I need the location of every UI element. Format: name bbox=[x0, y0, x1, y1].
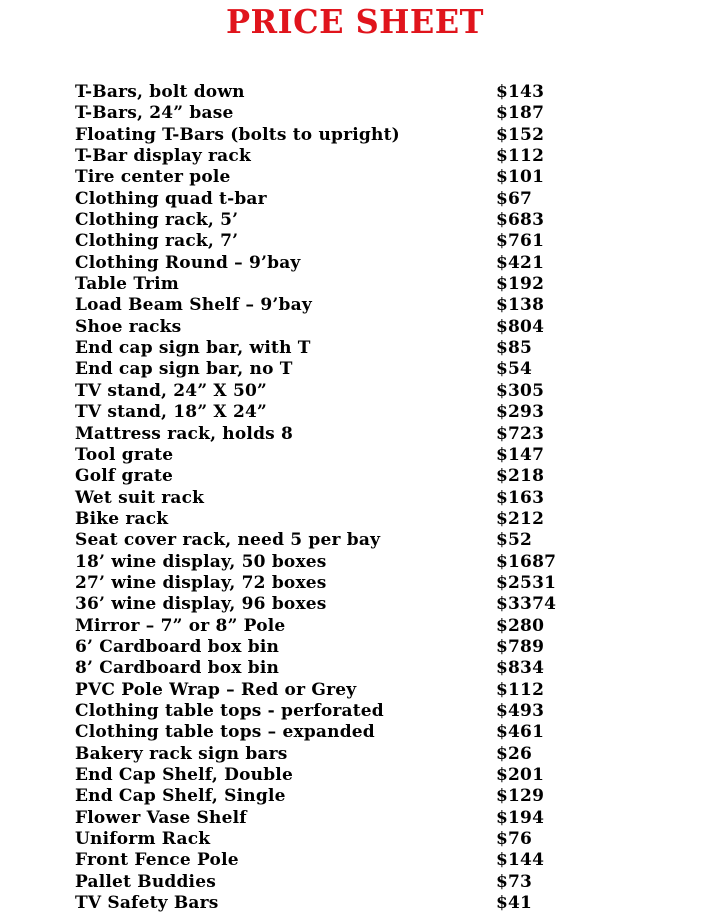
item-price: $493 bbox=[496, 700, 545, 721]
item-name: PVC Pole Wrap – Red or Grey bbox=[75, 679, 357, 700]
price-row bbox=[75, 594, 635, 615]
item-name: 6’ Cardboard box bin bbox=[75, 636, 280, 657]
price-row bbox=[75, 359, 635, 380]
item-name: Wet suit rack bbox=[75, 487, 205, 508]
price-row bbox=[75, 637, 635, 658]
item-price: $683 bbox=[496, 210, 545, 231]
price-row bbox=[75, 146, 635, 167]
item-price: $201 bbox=[496, 765, 545, 785]
item-price: $54 bbox=[496, 359, 533, 380]
item-price: $1687 bbox=[496, 551, 557, 572]
price-row bbox=[75, 509, 635, 530]
item-price: $163 bbox=[496, 487, 545, 508]
price-row bbox=[75, 466, 635, 487]
item-price: $461 bbox=[496, 722, 545, 743]
item-name: End cap sign bar, no T bbox=[75, 359, 293, 380]
price-row bbox=[75, 680, 635, 701]
item-name: Flower Vase Shelf bbox=[75, 807, 247, 828]
price-row bbox=[75, 167, 635, 188]
price-row bbox=[75, 295, 635, 316]
item-price: $152 bbox=[496, 124, 545, 145]
price-row bbox=[75, 765, 635, 786]
item-price: $789 bbox=[496, 636, 545, 657]
item-price: $129 bbox=[496, 786, 545, 807]
price-row bbox=[75, 573, 635, 594]
item-name: Pallet Buddies bbox=[75, 871, 216, 892]
item-price: $192 bbox=[496, 274, 545, 295]
price-row bbox=[75, 317, 635, 338]
item-price: $67 bbox=[496, 188, 533, 209]
item-name: Table Trim bbox=[75, 274, 179, 295]
item-name: 36’ wine display, 96 boxes bbox=[75, 594, 327, 615]
price-row bbox=[75, 338, 635, 359]
item-name: End Cap Shelf, Double bbox=[75, 765, 293, 785]
item-price: $212 bbox=[496, 508, 545, 529]
item-name: Tool grate bbox=[75, 444, 174, 465]
price-row bbox=[75, 530, 635, 551]
item-name: Tire center pole bbox=[75, 167, 231, 188]
item-name: Front Fence Pole bbox=[75, 850, 239, 871]
price-row bbox=[75, 552, 635, 573]
item-price: $804 bbox=[496, 316, 545, 337]
item-name: Clothing Round – 9’bay bbox=[75, 252, 301, 273]
price-row bbox=[75, 850, 635, 871]
item-name: 27’ wine display, 72 boxes bbox=[75, 572, 327, 593]
item-name: Mirror – 7” or 8” Pole bbox=[75, 615, 286, 636]
item-name: Clothing quad t-bar bbox=[75, 188, 267, 209]
price-row bbox=[75, 893, 635, 914]
item-price: $218 bbox=[496, 466, 545, 487]
price-row bbox=[75, 445, 635, 466]
price-row bbox=[75, 402, 635, 423]
price-row bbox=[75, 189, 635, 210]
item-name: T-Bars, bolt down bbox=[75, 82, 245, 102]
item-name: TV stand, 24” X 50” bbox=[75, 380, 267, 401]
item-price: $2531 bbox=[496, 572, 557, 593]
item-price: $305 bbox=[496, 380, 545, 401]
item-name: Mattress rack, holds 8 bbox=[75, 423, 294, 444]
price-list bbox=[75, 82, 635, 914]
item-name: Shoe racks bbox=[75, 316, 182, 337]
item-name: Golf grate bbox=[75, 466, 174, 487]
item-name: Load Beam Shelf – 9’bay bbox=[75, 295, 312, 316]
item-name: Uniform Rack bbox=[75, 829, 211, 850]
item-price: $26 bbox=[496, 743, 533, 764]
item-name: TV stand, 18” X 24” bbox=[75, 402, 267, 423]
item-name: End Cap Shelf, Single bbox=[75, 786, 286, 807]
item-price: $85 bbox=[496, 338, 533, 359]
item-price: $3374 bbox=[496, 594, 557, 615]
item-price: $761 bbox=[496, 231, 545, 252]
price-row bbox=[75, 231, 635, 252]
item-price: $194 bbox=[496, 807, 545, 828]
price-row bbox=[75, 872, 635, 893]
price-row bbox=[75, 829, 635, 850]
item-price: $112 bbox=[496, 679, 545, 700]
price-row bbox=[75, 701, 635, 722]
item-price: $73 bbox=[496, 871, 533, 892]
item-name: End cap sign bar, with T bbox=[75, 338, 311, 359]
item-price: $112 bbox=[496, 146, 545, 167]
price-row bbox=[75, 658, 635, 679]
page-title: PRICE SHEET bbox=[226, 2, 484, 41]
item-price: $723 bbox=[496, 423, 545, 444]
item-name: 18’ wine display, 50 boxes bbox=[75, 551, 327, 572]
item-price: $280 bbox=[496, 615, 545, 636]
price-row bbox=[75, 488, 635, 509]
item-price: $834 bbox=[496, 658, 545, 679]
item-price: $138 bbox=[496, 295, 545, 316]
item-name: TV Safety Bars bbox=[75, 893, 219, 914]
item-price: $76 bbox=[496, 829, 533, 850]
item-price: $144 bbox=[496, 850, 545, 871]
item-name: 8’ Cardboard box bin bbox=[75, 658, 280, 679]
item-name: Bike rack bbox=[75, 508, 169, 529]
price-row bbox=[75, 616, 635, 637]
item-name: Clothing table tops – expanded bbox=[75, 722, 375, 743]
price-row bbox=[75, 125, 635, 146]
item-name: Floating T-Bars (bolts to upright) bbox=[75, 124, 400, 145]
price-row bbox=[75, 253, 635, 274]
price-row bbox=[75, 808, 635, 829]
item-price: $101 bbox=[496, 167, 545, 188]
item-name: T-Bar display rack bbox=[75, 146, 251, 167]
item-name: Clothing rack, 5’ bbox=[75, 210, 239, 231]
price-row bbox=[75, 210, 635, 231]
item-name: Clothing rack, 7’ bbox=[75, 231, 239, 252]
item-price: $293 bbox=[496, 402, 545, 423]
item-price: $52 bbox=[496, 530, 533, 551]
price-row bbox=[75, 424, 635, 445]
item-name: Bakery rack sign bars bbox=[75, 743, 288, 764]
item-name: T-Bars, 24” base bbox=[75, 103, 234, 124]
item-price: $147 bbox=[496, 444, 545, 465]
price-row bbox=[75, 744, 635, 765]
item-price: $143 bbox=[496, 82, 545, 102]
price-row bbox=[75, 82, 635, 103]
item-name: Clothing table tops - perforated bbox=[75, 700, 384, 721]
price-row bbox=[75, 722, 635, 743]
price-row bbox=[75, 274, 635, 295]
item-price: $187 bbox=[496, 103, 545, 124]
item-price: $421 bbox=[496, 252, 545, 273]
price-row bbox=[75, 786, 635, 807]
price-row bbox=[75, 103, 635, 124]
price-row bbox=[75, 381, 635, 402]
item-price: $41 bbox=[496, 893, 533, 914]
item-name: Seat cover rack, need 5 per bay bbox=[75, 530, 381, 551]
